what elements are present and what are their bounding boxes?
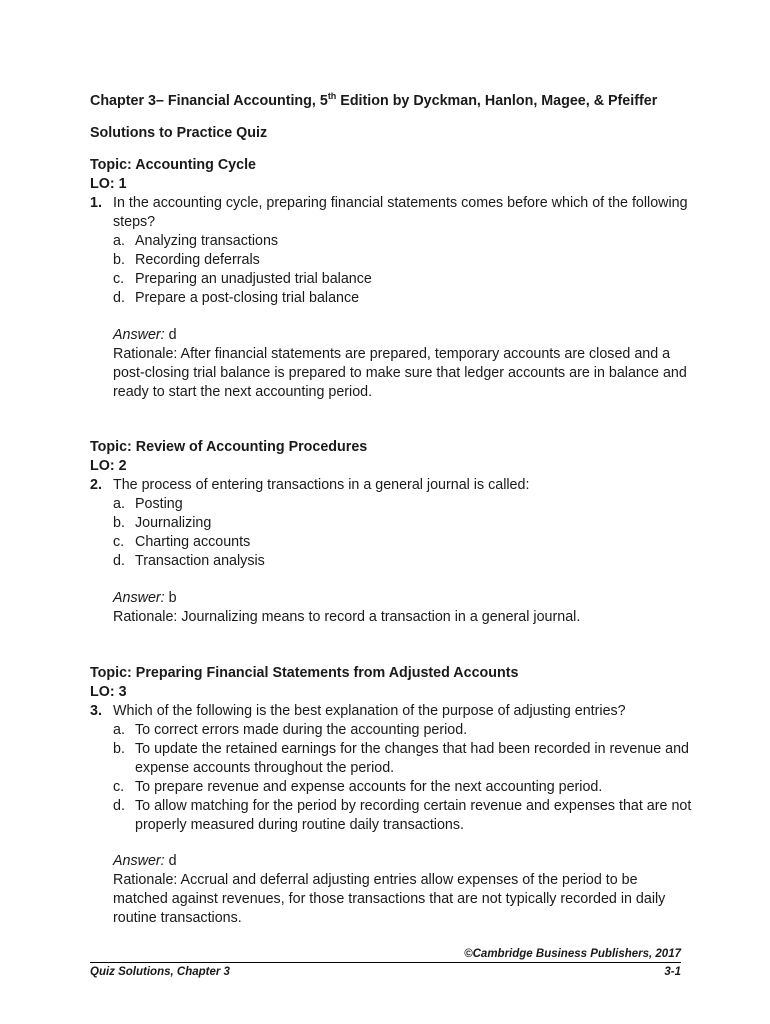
document-subtitle: Solutions to Practice Quiz [90, 125, 268, 141]
q2-option: a. Posting [113, 496, 183, 512]
footer-chapter: Quiz Solutions, Chapter 3 [90, 966, 230, 978]
q2-question: The process of entering transactions in a general journal is called: [113, 477, 530, 493]
q3-option: c. To prepare revenue and expense accounts for the next accounting period. [113, 779, 603, 795]
q1-rationale: post-closing trial balance is prepared to make sure that ledger accounts are in balance and [113, 365, 687, 381]
footer-divider [90, 962, 681, 963]
q1-question: In the accounting cycle, preparing financial statements comes before which of the following [113, 195, 688, 211]
q2-option: c. Charting accounts [113, 534, 251, 550]
q1-rationale: ready to start the next accounting period. [113, 384, 373, 400]
q3-lo: LO: 3 [90, 684, 127, 700]
q1-topic: Topic: Accounting Cycle [90, 157, 257, 173]
q1-option: b. Recording deferrals [113, 252, 260, 268]
q3-rationale: routine transactions. [113, 910, 242, 926]
q3-answer: Answer: d [113, 853, 177, 869]
q2-option: b. Journalizing [113, 515, 212, 531]
q3-option: a. To correct errors made during the accounting period. [113, 722, 468, 738]
q3-rationale: Rationale: Accrual and deferral adjusting entries allow expenses of the period to be [113, 872, 638, 888]
document-page: Chapter 3– Financial Accounting, 5th Edition by Dyckman, Hanlon, Magee, & Pfeiffer Solutions to Practice Quiz Topic: Accounting Cycle LO: 1 1. In the accounting cycle, preparing financial statements comes before which of the following steps? a. Analyzing transactions b. Recording deferrals c. Preparing an unadjusted trial balance d. Prepare a post-closing trial balance Answer: d Rationale: After financial statements are prepared, temporary accounts are closed and a post-closing trial balance is prepared to make sure that ledger accounts are in balance and ready to start the next accounting period. Topic: Review of Accounting Procedures LO: 2 2. The process of entering transactions in a general journal is called: a. Posting b. Journalizing c. Charting accounts d. Transaction analysis Answer: b Rationale: Journalizing means to record a transaction in a general journal. Topic: Preparing Financial Statements from Adjusted Accounts LO: 3 3. Which of the following is the best explanation of the purpose of adjusting entries? a. To correct errors made during the accounting period. b. To update the retained earnings for the changes that had been recorded in revenue and expense accounts throughout the period. c. To prepare revenue and expense accounts for the next accounting period. d. To allow matching for the period by recording certain revenue and expenses that are not properly measured during routine daily transactions. Answer: d Rationale: Accrual and deferral adjusting entries allow expenses of the period to be matched against revenues, for those transactions that are not typically recorded in daily routine transactions. ©Cambridge Business Publishers, 2017 Quiz Solutions, Chapter 3 3-1 [90, 91, 692, 978]
q1-option: c. Preparing an unadjusted trial balance [113, 271, 372, 287]
q3-option: b. To update the retained earnings for the changes that had been recorded in revenue and [113, 741, 690, 757]
q3-number: 3. [90, 703, 102, 719]
q3-rationale: matched against revenues, for those transactions that are not typically recorded in daily [113, 891, 666, 907]
q3-question: Which of the following is the best explanation of the purpose of adjusting entries? [113, 703, 626, 719]
q2-rationale: Rationale: Journalizing means to record a transaction in a general journal. [113, 609, 581, 625]
footer-copyright: ©Cambridge Business Publishers, 2017 [464, 948, 681, 960]
q1-answer: Answer: d [113, 327, 177, 343]
q1-option: d. Prepare a post-closing trial balance [113, 290, 360, 306]
q1-number: 1. [90, 195, 102, 211]
q1-option: a. Analyzing transactions [113, 233, 279, 249]
q1-question-cont: steps? [113, 214, 156, 230]
q1-rationale: Rationale: After financial statements are prepared, temporary accounts are closed and a [113, 346, 671, 362]
q2-lo: LO: 2 [90, 458, 127, 474]
document-title: Chapter 3– Financial Accounting, 5th Edition by Dyckman, Hanlon, Magee, & Pfeiffer [90, 91, 658, 109]
footer-page-number: 3-1 [664, 966, 681, 978]
q2-answer: Answer: b [113, 590, 177, 606]
q2-option: d. Transaction analysis [113, 553, 265, 569]
q3-option: d. To allow matching for the period by recording certain revenue and expenses that are not [113, 798, 692, 814]
q1-lo: LO: 1 [90, 176, 127, 192]
q2-topic: Topic: Review of Accounting Procedures [90, 439, 368, 455]
q2-number: 2. [90, 477, 102, 493]
q3-topic: Topic: Preparing Financial Statements from Adjusted Accounts [90, 665, 519, 681]
